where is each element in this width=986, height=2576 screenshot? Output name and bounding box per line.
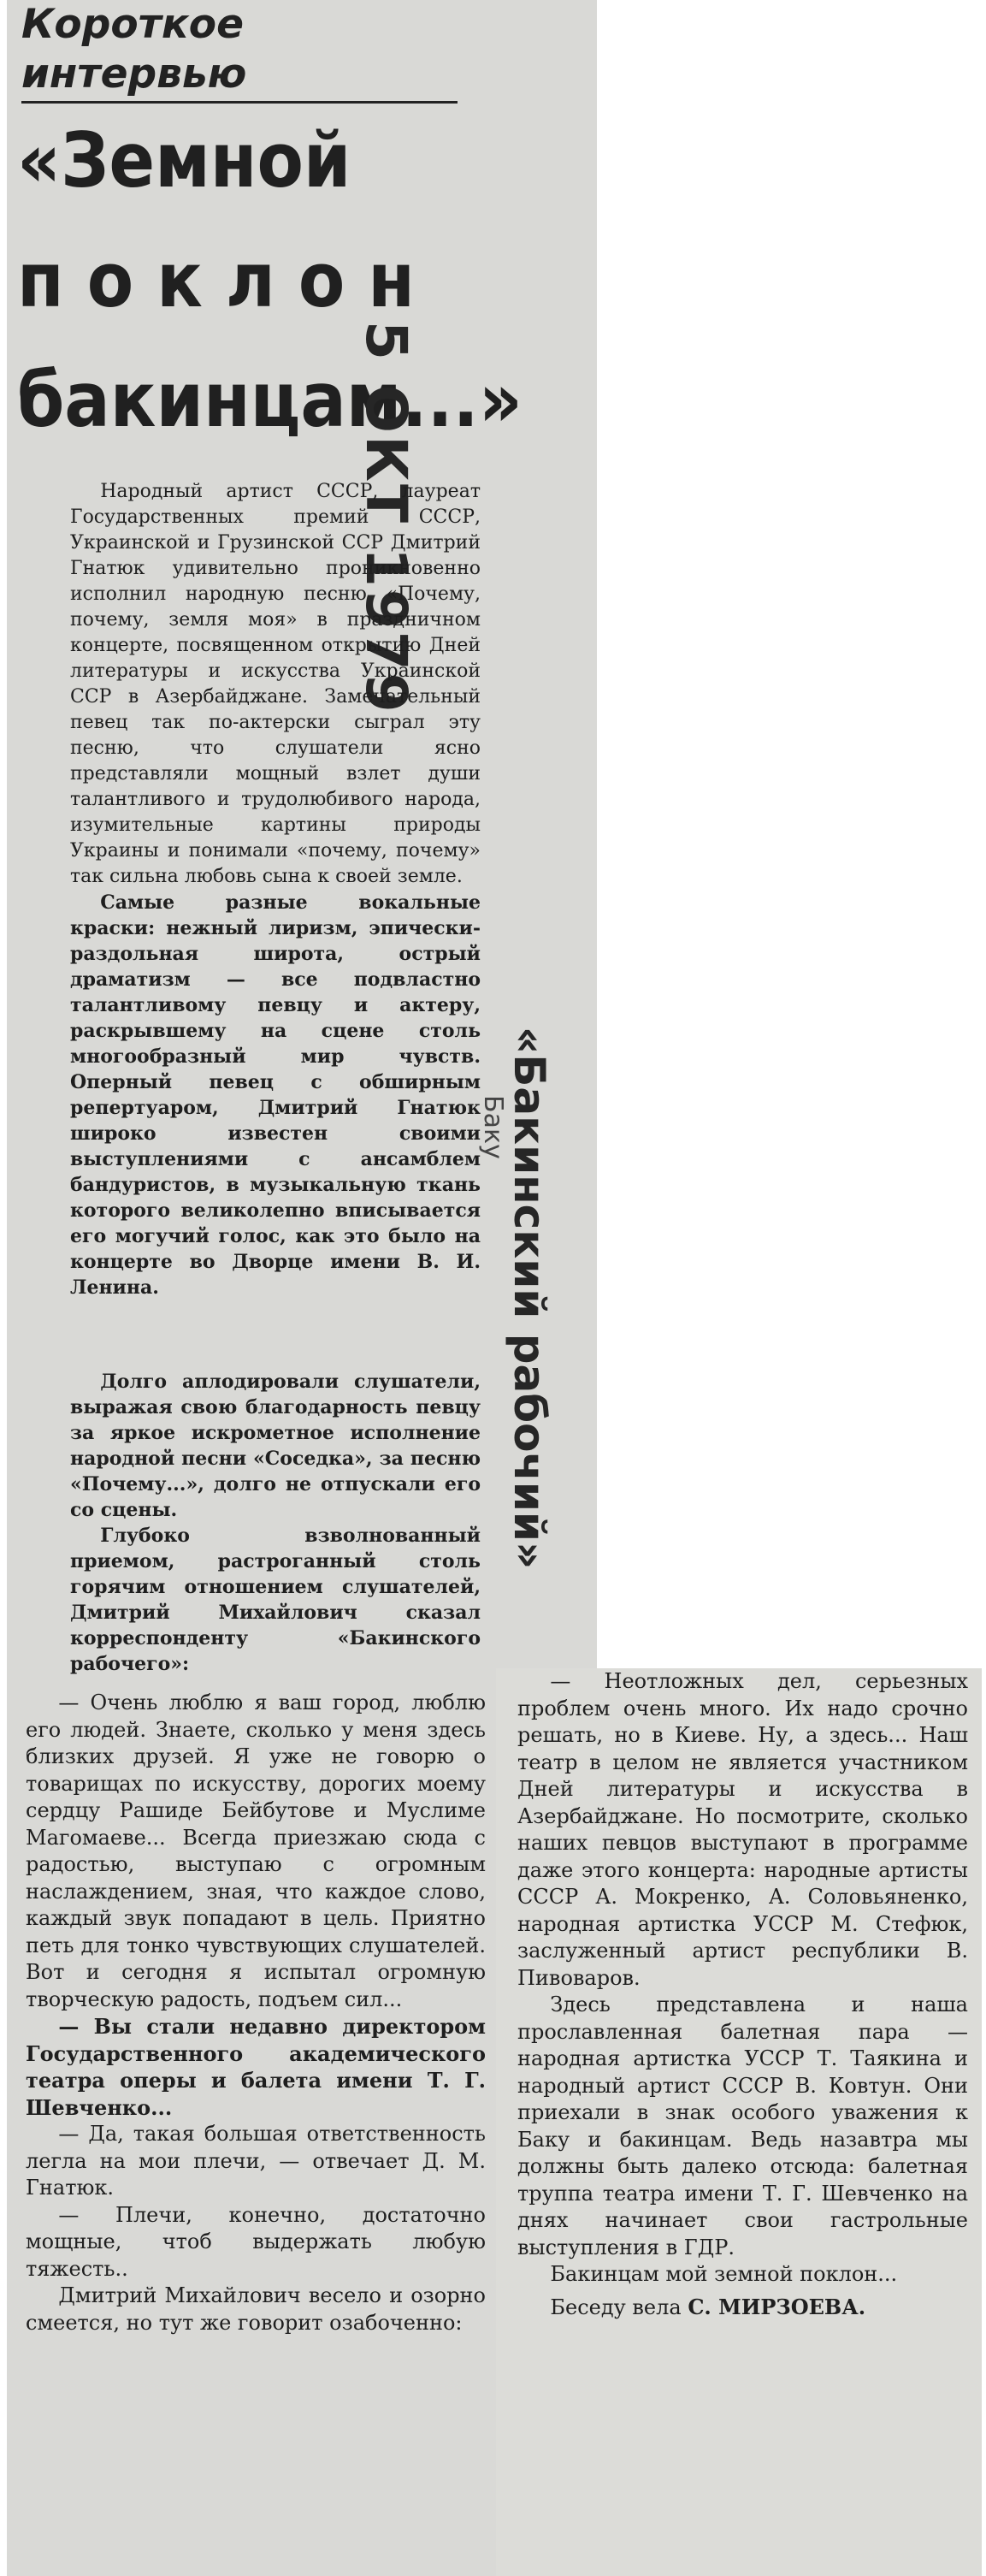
headline-line-2: поклон — [17, 236, 438, 324]
source-stamp: «Бакинский рабочий» — [505, 1027, 554, 1570]
article-paragraph: — Да, такая большая ответственность легла на мои плечи, — отвечает Д. М. Гнатюк. — [26, 2122, 486, 2200]
date-stamp: 5 ОКТ 1979 — [353, 321, 419, 715]
article-column-middle — [70, 1369, 481, 1677]
article-column-continuation — [517, 1668, 968, 2321]
article-paragraph: Глубоко взволнованный приемом, растроганный столь горячим отношением слушателей, Дмитрий Михайлович сказал корреспонденту «Бакинского рабочего»: — [70, 1525, 481, 1675]
article-paragraph: Здесь представлена и наша прославленная балетная пара — народная артистка УССР Т. Таякина и народный артист СССР В. Ковтун. Они приехали в знак особого уважения к Баку и бакинцам. Ведь назавтра мы должны быть далеко отсюда: балетная труппа театра имени Т. Г. Шевченко на днях начинает свои гастрольные выступления в ГДР. — [517, 1993, 968, 2259]
article-paragraph: — Неотложных дел, серьезных проблем очень много. Их надо срочно решать, но в Киеве. Ну, а здесь... Наш театр в целом не является участником Дней литературы и искусства в Азербайджане. Но посмотрите, сколько наших певцов выступают в программе даже этого концерта: народные артисты СССР А. Мокренко, А. Соловьяненко, народная артистка УССР М. Стефюк, заслуженный артист республики В. Пивоваров. — [517, 1669, 968, 1990]
headline-line-1: «Земной — [17, 116, 351, 204]
article-paragraph: Долго аплодировали слушатели, выражая свою благодарность певцу за яркое искрометное исполнение народной песни «Соседка», за песню «Почему...», долго не отпускали его со сцены. — [70, 1371, 481, 1521]
city-stamp: Баку — [478, 1095, 508, 1159]
article-paragraph: — Плечи, конечно, достаточно мощные, чтоб выдержать любую тяжесть.. — [26, 2202, 486, 2281]
headline-line-3: бакинцам...» — [17, 356, 523, 444]
article-paragraph: — Вы стали недавно директором Государственного академического театра оперы и балета имени Т. Г. Шевченко... — [26, 2014, 486, 2120]
article-column-quotes — [26, 1690, 486, 2336]
byline-label: Беседу вела — [550, 2295, 682, 2319]
article-paragraph: Дмитрий Михайлович весело и озорно смеется, но тут же говорит озабоченно: — [26, 2283, 486, 2335]
byline — [517, 2294, 968, 2322]
byline-author: С. МИРЗОЕВА. — [688, 2294, 866, 2319]
article-column-intro — [70, 479, 481, 1300]
article-paragraph: Народный артист СССР, лауреат Государственных премий СССР, Украинской и Грузинской ССР Дмитрий Гнатюк удивительно проникновенно исполнил народную песню «Почему, почему, земля моя» в праздничном концерте, посвященном открытию Дней литературы и искусства Украинской ССР в Азербайджане. Замечательный певец так по-актерски сыграл эту песню, что слушатели ясно представляли мощный взлет души талантливого и трудолюбивого народа, изумительные картины природы Украины и понимали «почему, почему» так сильна любовь сына к своей земле. — [70, 481, 481, 887]
article-paragraph: — Очень люблю я ваш город, люблю его людей. Знаете, сколько у меня здесь близких друзей. Я уже не говорю о товарищах по искусству, дорогих моему сердцу Рашиде Бейбутове и Муслиме Магомаеве... Всегда приезжаю сюда с радостью, выступаю с огромным наслаждением, зная, что каждое слово, каждый звук попадают в цель. Приятно петь для тонко чувствующих слушателей. Вот и сегодня я испытал огромную творческую радость, подъем сил... — [26, 1691, 486, 2011]
rubric-label: Короткое интервью — [21, 0, 458, 104]
article-paragraph: Бакинцам мой земной поклон... — [550, 2262, 898, 2286]
article-paragraph: Самые разные вокальные краски: нежный лиризм, эпически-раздольная широта, острый драматизм — все подвластно талантливому певцу и актеру, раскрывшему на сцене столь многообразный мир чувств. Оперный певец с обширным репертуаром, Дмитрий Гнатюк широко известен своими выступлениями с ансамблем бандуристов, в музыкальную ткань которого великолепно вписывается его могучий голос, как это было на концерте во Дворце имени В. И. Ленина. — [70, 891, 481, 1299]
